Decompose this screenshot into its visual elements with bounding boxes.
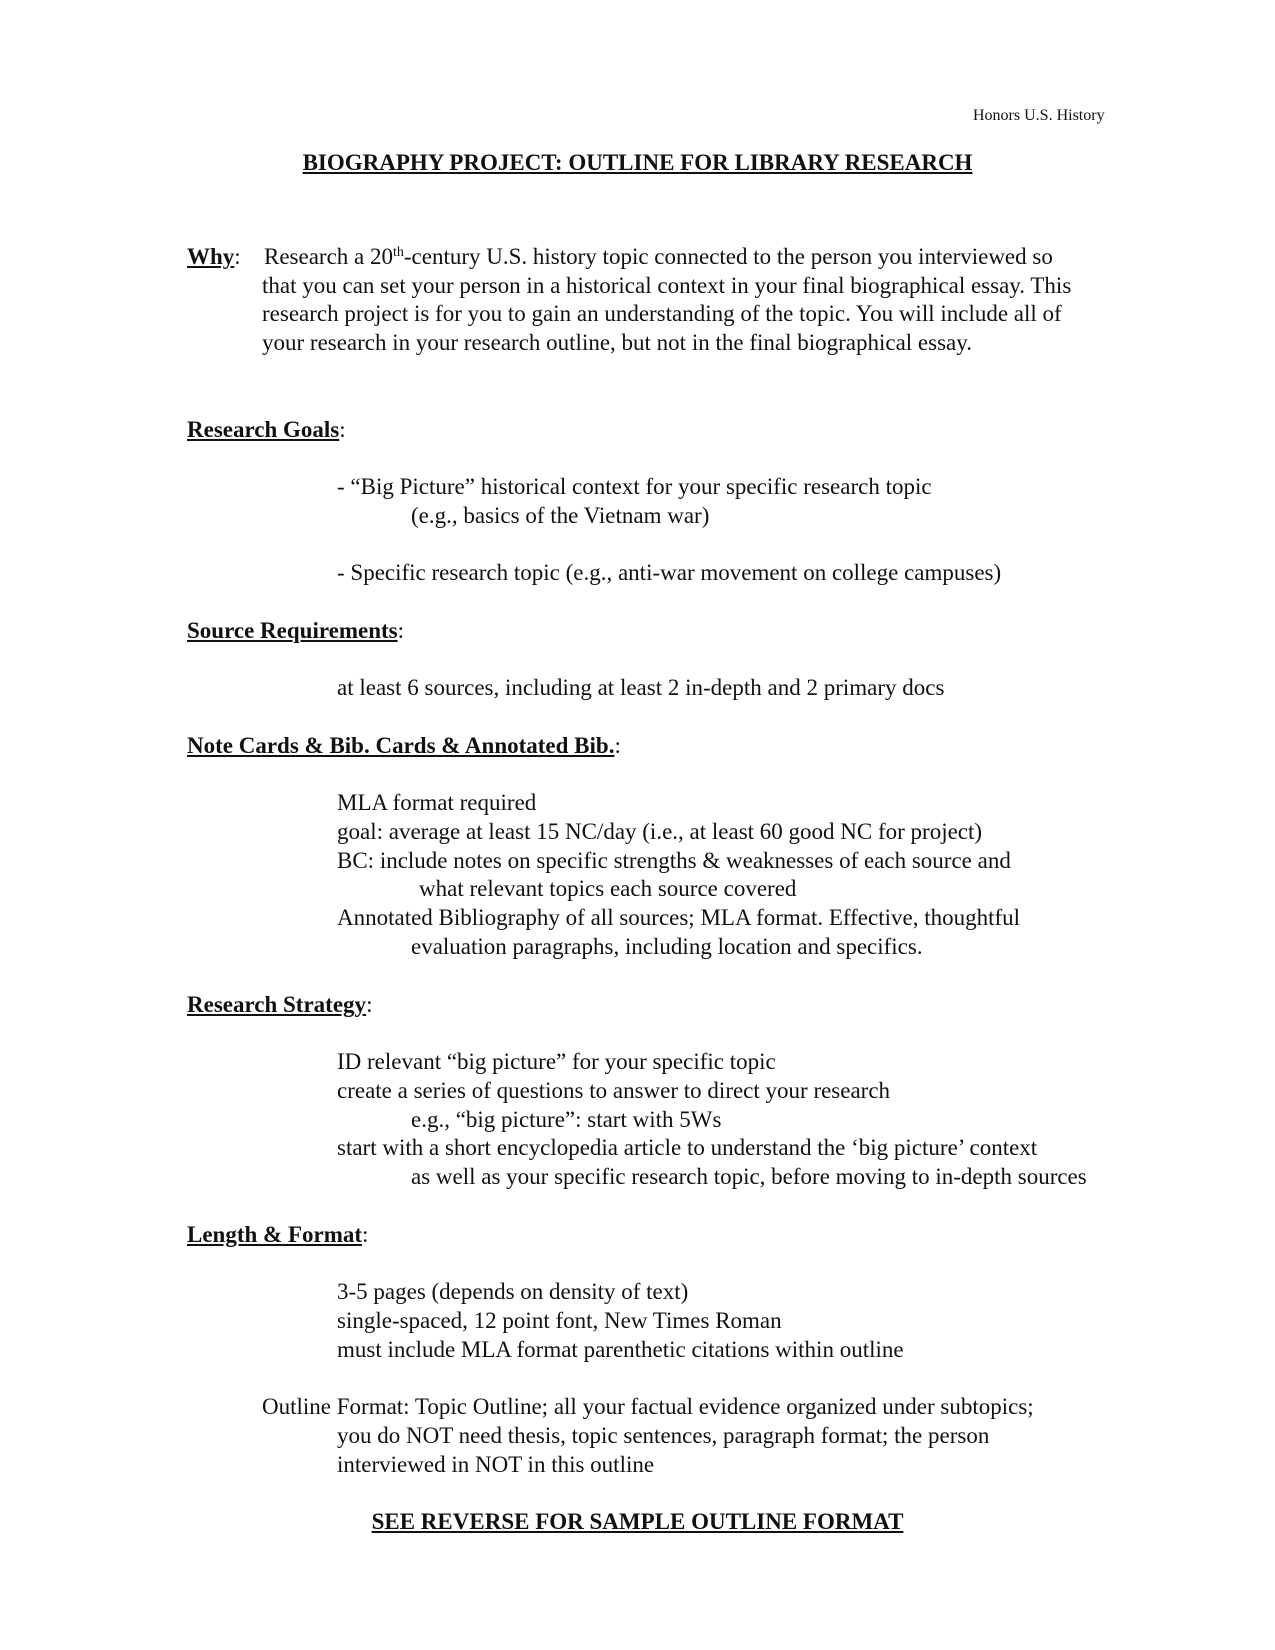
why-label: Why bbox=[187, 244, 235, 269]
research-goals-line-3: - Specific research topic (e.g., anti-war movement on college campuses) bbox=[337, 560, 1002, 585]
length-format-label: Length & Format bbox=[187, 1222, 363, 1247]
note-cards-label: Note Cards & Bib. Cards & Annotated Bib. bbox=[187, 733, 615, 758]
research-strategy-line-3: e.g., “big picture”: start with 5Ws bbox=[411, 1107, 722, 1132]
note-cards-line-3: BC: include notes on specific strengths & weaknesses of each source and bbox=[337, 848, 1011, 873]
why-line-1-sup: th bbox=[393, 245, 404, 260]
source-requirements-label: Source Requirements bbox=[187, 618, 398, 643]
note-cards-colon: : bbox=[614, 733, 621, 758]
why-line-4: your research in your research outline, but not in the final biographical essay. bbox=[262, 330, 972, 355]
reverse-side-note: SEE REVERSE FOR SAMPLE OUTLINE FORMAT bbox=[371, 1509, 904, 1534]
research-goals-line-1: - “Big Picture” historical context for your specific research topic bbox=[337, 474, 932, 499]
length-format-line-2: single-spaced, 12 point font, New Times Roman bbox=[337, 1308, 782, 1333]
source-requirements-line-1: at least 6 sources, including at least 2 in-depth and 2 primary docs bbox=[337, 675, 945, 700]
outline-format-line-2: you do NOT need thesis, topic sentences, paragraph format; the person bbox=[337, 1423, 990, 1448]
research-strategy-line-4: start with a short encyclopedia article to understand the ‘big picture’ context bbox=[337, 1135, 1038, 1160]
note-cards-line-1: MLA format required bbox=[337, 790, 537, 815]
page-title: BIOGRAPHY PROJECT: OUTLINE FOR LIBRARY RESEARCH bbox=[302, 150, 973, 175]
source-requirements-colon: : bbox=[397, 618, 404, 643]
research-strategy-line-2: create a series of questions to answer to direct your research bbox=[337, 1078, 891, 1103]
why-colon: : bbox=[234, 244, 241, 269]
source-requirements-heading bbox=[187, 619, 404, 642]
why-line-2: that you can set your person in a historical context in your final biographical essay. This bbox=[262, 273, 1072, 298]
course-name: Honors U.S. History bbox=[973, 107, 1105, 124]
note-cards-line-2: goal: average at least 15 NC/day (i.e., at least 60 good NC for project) bbox=[337, 819, 983, 844]
length-format-colon: : bbox=[362, 1222, 369, 1247]
research-goals-heading bbox=[187, 418, 346, 441]
research-strategy-colon: : bbox=[366, 992, 373, 1017]
length-format-heading bbox=[187, 1223, 368, 1246]
note-cards-line-4: what relevant topics each source covered bbox=[419, 876, 797, 901]
research-goals-line-2: (e.g., basics of the Vietnam war) bbox=[411, 503, 710, 528]
length-format-line-3: must include MLA format parenthetic citations within outline bbox=[337, 1337, 904, 1362]
why-line-1 bbox=[264, 245, 1053, 268]
note-cards-line-5: Annotated Bibliography of all sources; MLA format. Effective, thoughtful bbox=[337, 905, 1021, 930]
research-goals-label: Research Goals bbox=[187, 417, 340, 442]
research-strategy-line-5: as well as your specific research topic, before moving to in-depth sources bbox=[411, 1164, 1087, 1189]
why-line-1-before: Research a 20 bbox=[264, 244, 393, 269]
research-strategy-heading bbox=[187, 993, 372, 1016]
why-heading bbox=[187, 245, 241, 268]
why-line-3: research project is for you to gain an understanding of the topic. You will include all of bbox=[262, 301, 1062, 326]
outline-format-line-3: interviewed in NOT in this outline bbox=[337, 1452, 655, 1477]
research-strategy-label: Research Strategy bbox=[187, 992, 367, 1017]
note-cards-line-6: evaluation paragraphs, including location and specifics. bbox=[411, 934, 923, 959]
why-line-1-after: -century U.S. history topic connected to the person you interviewed so bbox=[403, 244, 1053, 269]
outline-format-line-1: Outline Format: Topic Outline; all your factual evidence organized under subtopics; bbox=[262, 1394, 1034, 1419]
note-cards-heading bbox=[187, 734, 621, 757]
research-strategy-line-1: ID relevant “big picture” for your specific topic bbox=[337, 1049, 776, 1074]
research-goals-colon: : bbox=[339, 417, 346, 442]
length-format-line-1: 3-5 pages (depends on density of text) bbox=[337, 1279, 689, 1304]
